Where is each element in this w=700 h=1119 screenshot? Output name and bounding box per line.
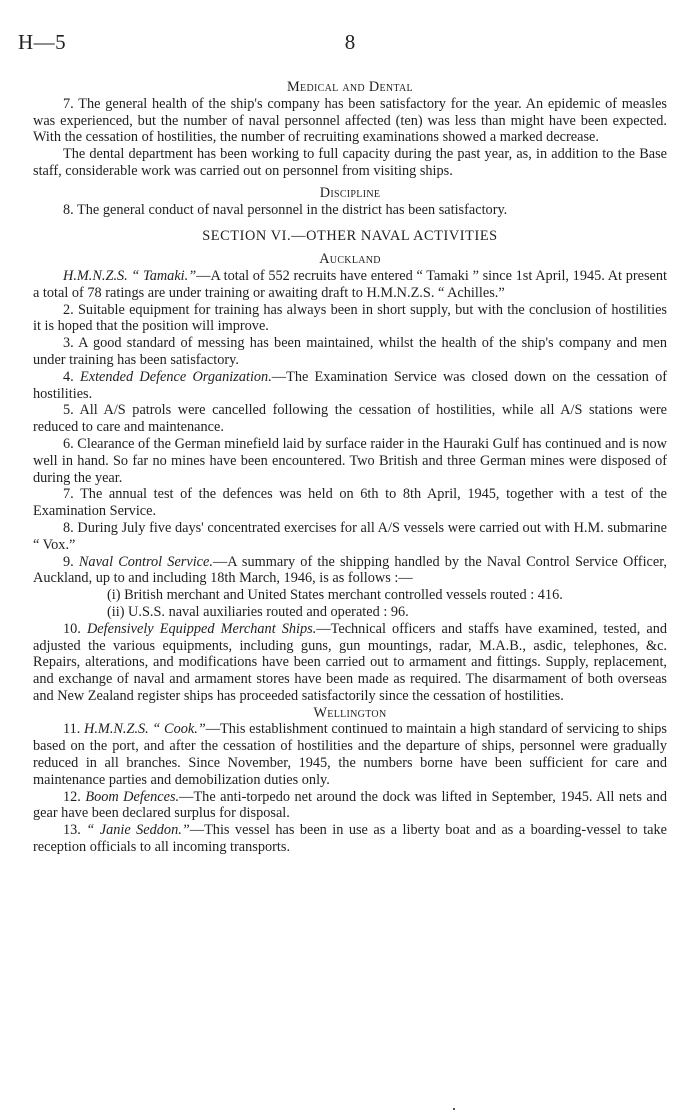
heading-medical-dental: Medical and Dental bbox=[287, 79, 413, 95]
paragraph-text: —This vessel has been in use as a liberty boat and as a boarding-vessel to take reception officials to all incoming transports. bbox=[33, 822, 667, 856]
paragraph-number: 11. bbox=[63, 721, 81, 738]
paragraph-auckland-7: 7. The annual test of the defences was held on 6th to 8th April, 1945, together with a test of the Examination Service. bbox=[33, 486, 667, 520]
italic-ship-name: H.M.N.Z.S. “ Tamaki.” bbox=[63, 267, 197, 284]
paragraph-number: 10. bbox=[63, 620, 81, 637]
print-speck bbox=[453, 1108, 455, 1110]
paragraph-auckland-8: 8. During July five days' concentrated exercises for all A/S vessels were carried out with H.M. submarine “ Vox.” bbox=[33, 519, 667, 553]
paragraph-medical-7: 7. The general health of the ship's company has been satisfactory for the year. An epidemic of measles was experienced, but the number of naval personnel affected (ten) was less than might have been expected. With the cessation of hostilities, the number of recruiting examinations showed a marked decrease. bbox=[33, 95, 667, 146]
heading-discipline: Discipline bbox=[319, 184, 381, 201]
paragraph-text: —The anti-torpedo net around the dock was lifted in September, 1945. All nets and gear have been declared surplus for disposal. bbox=[33, 788, 667, 822]
paragraph-wellington-11 bbox=[33, 721, 667, 788]
paragraph-wellington-12 bbox=[33, 789, 667, 823]
paragraph-auckland-3: 3. A good standard of messing has been maintained, whilst the health of the ship's company and men under training has been satisfactory. bbox=[33, 335, 667, 368]
heading-auckland: Auckland bbox=[319, 251, 381, 268]
paragraph-dental: The dental department has been working to full capacity during the past year, as, in addition to the Base staff, considerable work was carried out on personnel from visiting ships. bbox=[33, 146, 667, 179]
list-item-shipping-i: (i) British merchant and United States merchant controlled vessels routed : 416. bbox=[107, 587, 563, 604]
paragraph-number: 9. bbox=[63, 553, 74, 570]
paragraph-auckland-2: 2. Suitable equipment for training has always been in short supply, but with the conclusion of hostilities it is hoped that the position will improve. bbox=[33, 301, 667, 335]
italic-heading: Naval Control Service. bbox=[78, 553, 213, 570]
paragraph-auckland-4 bbox=[33, 369, 667, 403]
paragraph-number: 13. bbox=[63, 822, 81, 839]
paragraph-discipline-8: 8. The general conduct of naval personnel in the district has been satisfactory. bbox=[63, 201, 508, 218]
italic-heading: Extended Defence Organization. bbox=[79, 368, 272, 385]
paragraph-auckland-6: 6. Clearance of the German minefield laid by surface raider in the Hauraki Gulf has continued and is now well in hand. So far no mines have been encountered. Two British and three German mines were disposed of during the year. bbox=[33, 435, 667, 486]
paragraph-text: —A summary of the shipping handled by the Naval Control Service Officer, Auckland, up to and including 18th March, 1946, is as follows :— bbox=[33, 553, 667, 587]
paragraph-auckland-5: 5. All A/S patrols were cancelled following the cessation of hostilities, while all A/S stations were reduced to care and maintenance. bbox=[33, 402, 667, 436]
page-number: 8 bbox=[344, 30, 356, 54]
paragraph-auckland-9 bbox=[33, 554, 667, 588]
italic-heading: Defensively Equipped Merchant Ships. bbox=[86, 620, 317, 637]
paragraph-auckland-tamaki bbox=[33, 268, 667, 302]
italic-ship-name: H.M.N.Z.S. “ Cook.” bbox=[84, 721, 206, 738]
italic-heading: Boom Defences. bbox=[85, 788, 180, 805]
paragraph-text: —A total of 552 recruits have entered “ Tamaki ” since 1st April, 1945. At present a total of 78 ratings are under training or awaiting draft to H.M.N.Z.S. “ Achilles.” bbox=[33, 267, 667, 301]
paragraph-text: —This establishment continued to maintain a high standard of servicing to ships based on the port, and after the cessation of hostilities and the departure of ships, personnel were gradually reduced in all branches. Since November, 1945, the numbers borne have been sufficient for care and maintenance parties and demobilization duties only. bbox=[33, 721, 667, 788]
paragraph-auckland-10 bbox=[33, 621, 667, 705]
heading-wellington: Wellington bbox=[313, 704, 387, 721]
paragraph-text: —Technical officers and staffs have examined, tested, and adjusted the various equipments, including guns, gun mountings, radar, M.A.B., asdic, telephones, &c. Repairs, alterations, and modifications have been carried out to armament and fittings. Supply, replacement, and exchange of naval and armament stores have been made as required. The disarmament of both overseas and New Zealand register ships has proceeded satisfactorily since the cessation of hostilities. bbox=[33, 620, 668, 704]
section-title: SECTION VI.—OTHER NAVAL ACTIVITIES bbox=[202, 228, 498, 245]
paragraph-wellington-13 bbox=[33, 822, 667, 856]
page-body bbox=[33, 79, 667, 856]
italic-ship-name: “ Janie Seddon.” bbox=[86, 822, 190, 839]
paragraph-text: —The Examination Service was closed down on the cessation of hostilities. bbox=[33, 368, 668, 402]
document-code: H—5 bbox=[18, 30, 67, 54]
paragraph-number: 12. bbox=[63, 788, 81, 805]
paragraph-number: 4. bbox=[63, 368, 74, 385]
list-item-shipping-ii: (ii) U.S.S. naval auxiliaries routed and operated : 96. bbox=[107, 603, 409, 620]
